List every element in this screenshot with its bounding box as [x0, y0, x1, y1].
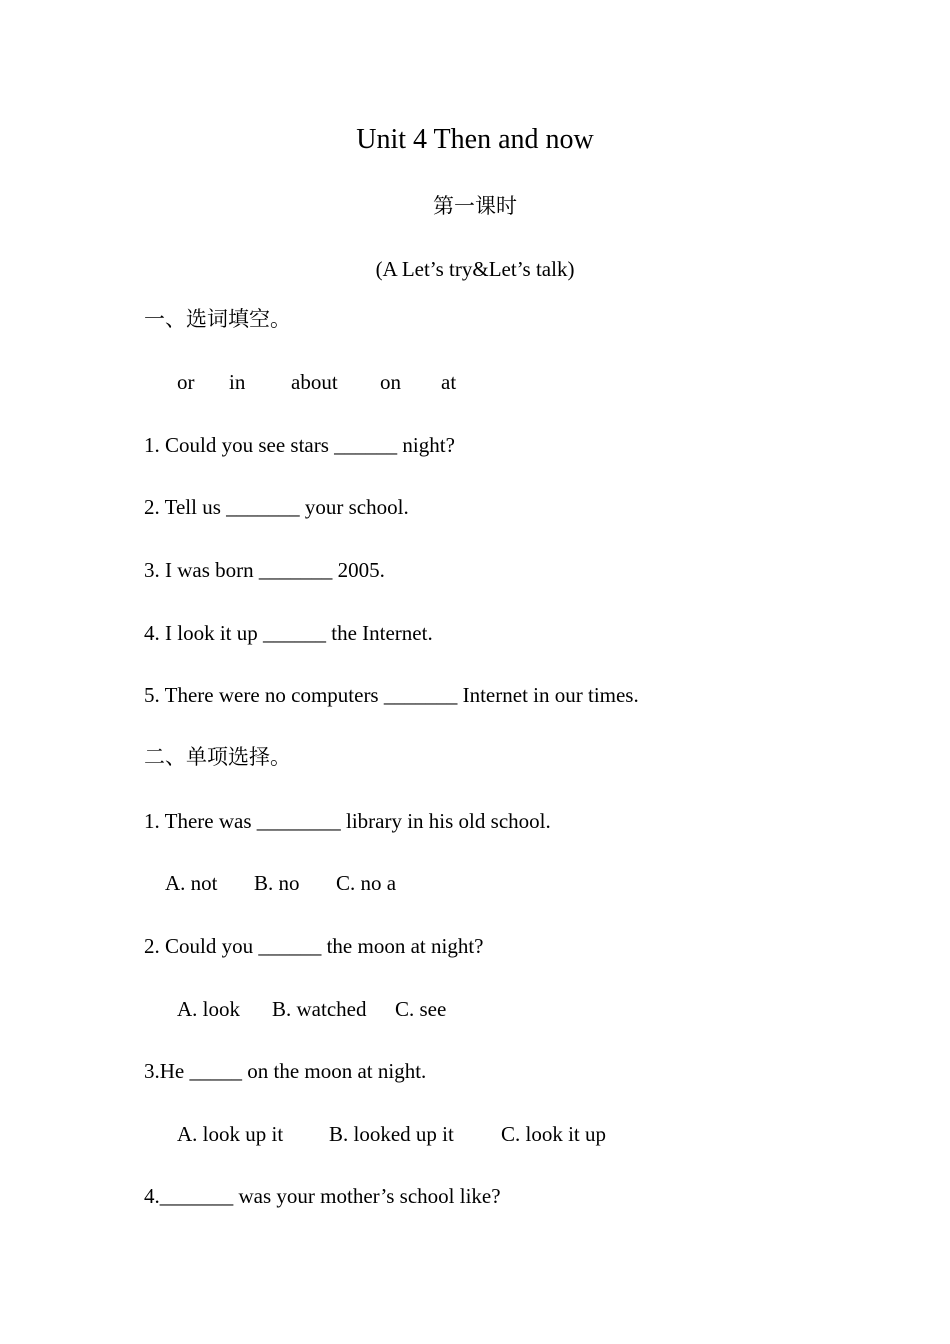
- page-title: Unit 4 Then and now: [356, 124, 594, 155]
- question-2-4: 4._______ was your mother’s school like?: [144, 1184, 501, 1208]
- word-bank-item: about: [291, 370, 338, 394]
- option-c: C. see: [395, 997, 447, 1021]
- part-label: (A Let’s try&Let’s talk): [375, 257, 575, 281]
- question-2-1: 1. There was ________ library in his old school.: [144, 809, 551, 833]
- question-1-4: 4. I look it up ______ the Internet.: [144, 621, 433, 645]
- option-a: A. look up it: [177, 1122, 284, 1146]
- option-a: A. not: [165, 871, 218, 895]
- lesson-label: 第一课时: [433, 194, 517, 218]
- section-1-heading: 一、选词填空。: [144, 307, 291, 331]
- question-1-1: 1. Could you see stars ______ night?: [144, 433, 455, 457]
- option-c: C. no a: [336, 871, 397, 895]
- question-1-2: 2. Tell us _______ your school.: [144, 495, 409, 519]
- section-2-heading: 二、单项选择。: [144, 745, 291, 769]
- option-b: B. looked up it: [329, 1122, 454, 1146]
- option-a: A. look: [177, 997, 240, 1021]
- word-bank-item: on: [380, 370, 401, 394]
- question-1-3: 3. I was born _______ 2005.: [144, 558, 385, 582]
- question-1-5: 5. There were no computers _______ Internet in our times.: [144, 683, 639, 707]
- option-c: C. look it up: [501, 1122, 607, 1146]
- option-b: B. watched: [272, 997, 367, 1021]
- question-2-2: 2. Could you ______ the moon at night?: [144, 934, 484, 958]
- word-bank-item: or: [177, 370, 195, 394]
- word-bank-item: at: [441, 370, 457, 394]
- option-b: B. no: [254, 871, 300, 895]
- question-2-3: 3.He _____ on the moon at night.: [144, 1059, 427, 1083]
- word-bank-item: in: [229, 370, 246, 394]
